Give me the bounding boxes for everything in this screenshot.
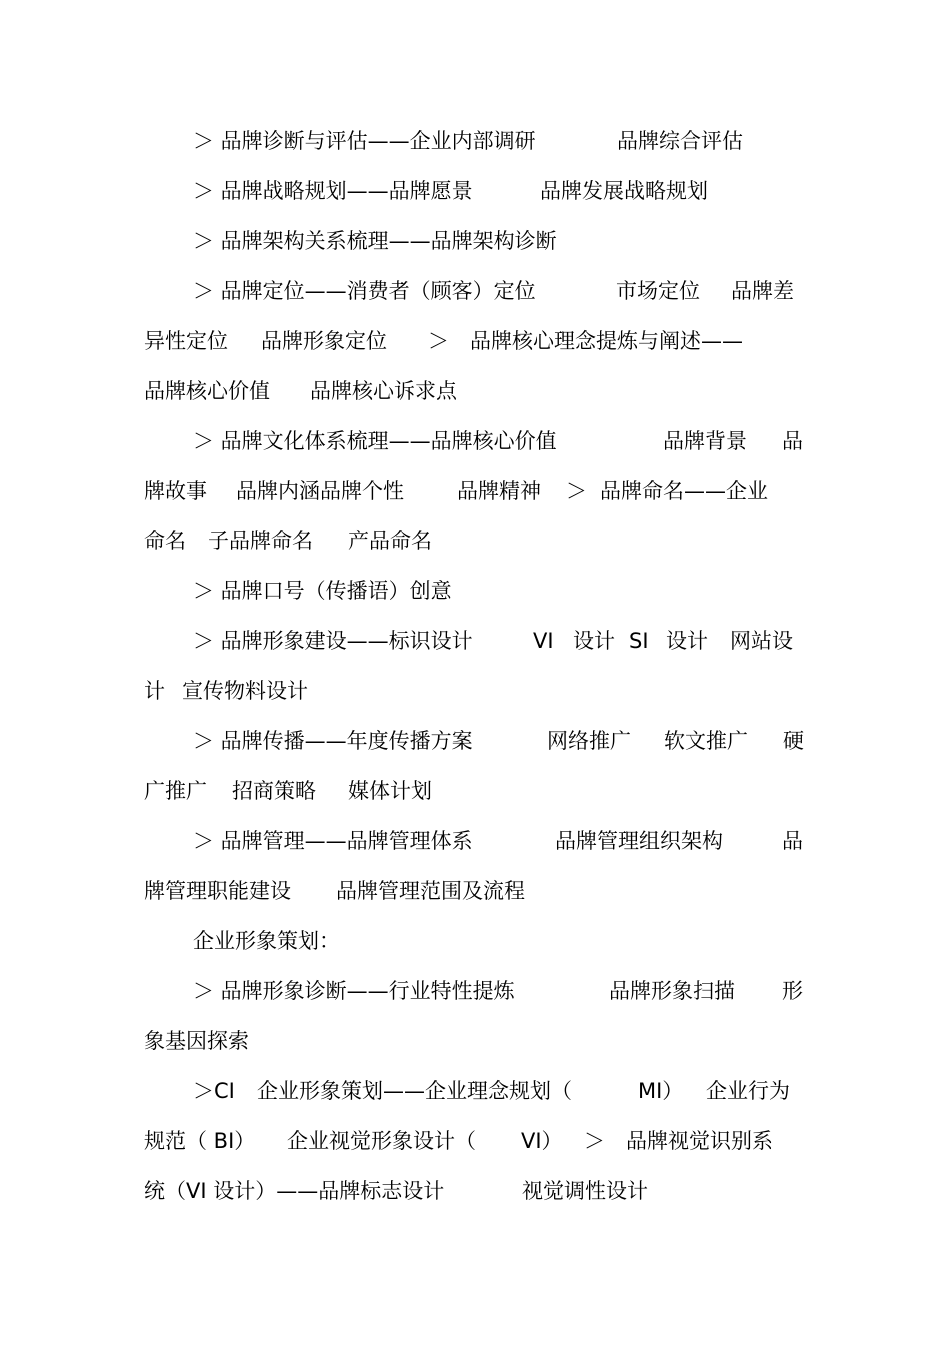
- text-segment: ＞ 品牌形象建设——标识设计: [193, 629, 473, 653]
- text-line: [0, 424, 950, 458]
- text-segment: ＞ 品牌文化体系梳理——品牌核心价值: [193, 429, 557, 453]
- text-segment: 设计: [666, 629, 708, 653]
- text-segment: 硬: [783, 729, 804, 753]
- text-segment: ＞ 品牌口号（传播语）创意: [193, 579, 452, 603]
- text-segment: 网站设: [730, 629, 793, 653]
- text-line: [0, 874, 950, 908]
- text-line: [0, 224, 950, 258]
- text-segment: 牌故事: [144, 479, 207, 503]
- text-line: [0, 724, 950, 758]
- text-segment: 视觉调性设计: [522, 1179, 648, 1203]
- text-line: [0, 974, 950, 1008]
- text-segment: 计: [144, 679, 165, 703]
- text-segment: ＞: [584, 1129, 605, 1153]
- text-segment: 品牌核心理念提炼与阐述——: [470, 329, 743, 353]
- text-segment: 网络推广: [547, 729, 631, 753]
- text-line: [0, 774, 950, 808]
- text-segment: 企业行为: [706, 1079, 790, 1103]
- text-segment: 媒体计划: [348, 779, 432, 803]
- text-line: [0, 1074, 950, 1108]
- text-segment: 产品命名: [348, 529, 432, 553]
- text-segment: 广推广: [144, 779, 207, 803]
- text-segment: 异性定位: [144, 329, 228, 353]
- text-segment: 宣传物料设计: [182, 679, 308, 703]
- text-segment: 牌管理职能建设: [144, 879, 291, 903]
- text-segment: 市场定位: [616, 279, 700, 303]
- text-segment: ＞ 品牌传播——年度传播方案: [193, 729, 473, 753]
- text-segment: 品牌综合评估: [617, 129, 743, 153]
- text-segment: 统（VI 设计）——品牌标志设计: [144, 1179, 445, 1203]
- text-segment: ＞: [428, 329, 449, 353]
- text-segment: VI）: [521, 1129, 563, 1153]
- text-line: [0, 1024, 950, 1058]
- text-line: [0, 1124, 950, 1158]
- text-line: [0, 474, 950, 508]
- text-line: [0, 524, 950, 558]
- text-segment: 品牌内涵品牌个性: [236, 479, 404, 503]
- text-segment: 品牌形象定位: [261, 329, 387, 353]
- text-segment: 品牌差: [731, 279, 794, 303]
- text-line: [0, 174, 950, 208]
- text-segment: 象基因探索: [144, 1029, 249, 1053]
- text-segment: 企业形象策划——企业理念规划（: [257, 1079, 572, 1103]
- text-segment: 品牌核心诉求点: [310, 379, 457, 403]
- text-line: [0, 924, 950, 958]
- text-segment: ＞: [566, 479, 587, 503]
- text-segment: ＞ 品牌管理——品牌管理体系: [193, 829, 473, 853]
- text-line: [0, 374, 950, 408]
- text-line: [0, 1174, 950, 1208]
- text-segment: 设计: [573, 629, 615, 653]
- text-segment: MI）: [638, 1079, 684, 1103]
- text-segment: ＞ 品牌战略规划——品牌愿景: [193, 179, 473, 203]
- text-segment: ＞ 品牌诊断与评估——企业内部调研: [193, 129, 536, 153]
- text-segment: ＞ 品牌架构关系梳理——品牌架构诊断: [193, 229, 557, 253]
- text-line: [0, 674, 950, 708]
- text-line: [0, 624, 950, 658]
- text-segment: 品牌管理范围及流程: [336, 879, 525, 903]
- text-segment: 品: [782, 829, 803, 853]
- text-line: [0, 324, 950, 358]
- text-segment: 品: [782, 429, 803, 453]
- text-segment: 品牌发展战略规划: [540, 179, 708, 203]
- text-segment: SI: [629, 629, 649, 653]
- text-line: [0, 274, 950, 308]
- text-segment: 招商策略: [232, 779, 316, 803]
- text-segment: 品牌命名——企业: [600, 479, 768, 503]
- text-segment: 命名: [144, 529, 186, 553]
- text-segment: ＞CI: [193, 1079, 235, 1103]
- text-segment: 品牌背景: [663, 429, 747, 453]
- text-segment: 软文推广: [664, 729, 748, 753]
- text-segment: 品牌视觉识别系: [626, 1129, 773, 1153]
- text-segment: 形: [782, 979, 803, 1003]
- text-line: [0, 124, 950, 158]
- text-segment: 规范（ BI）: [144, 1129, 256, 1153]
- text-segment: ＞ 品牌形象诊断——行业特性提炼: [193, 979, 515, 1003]
- text-segment: ＞ 品牌定位——消费者（顾客）定位: [193, 279, 536, 303]
- text-segment: 品牌精神: [457, 479, 541, 503]
- text-segment: 企业视觉形象设计（: [287, 1129, 476, 1153]
- text-segment: VI: [533, 629, 554, 653]
- text-line: [0, 574, 950, 608]
- text-segment: 品牌管理组织架构: [555, 829, 723, 853]
- text-line: [0, 824, 950, 858]
- text-segment: 品牌形象扫描: [609, 979, 735, 1003]
- text-segment: 子品牌命名: [208, 529, 313, 553]
- text-segment: 品牌核心价值: [144, 379, 270, 403]
- text-segment: 企业形象策划：: [193, 929, 340, 953]
